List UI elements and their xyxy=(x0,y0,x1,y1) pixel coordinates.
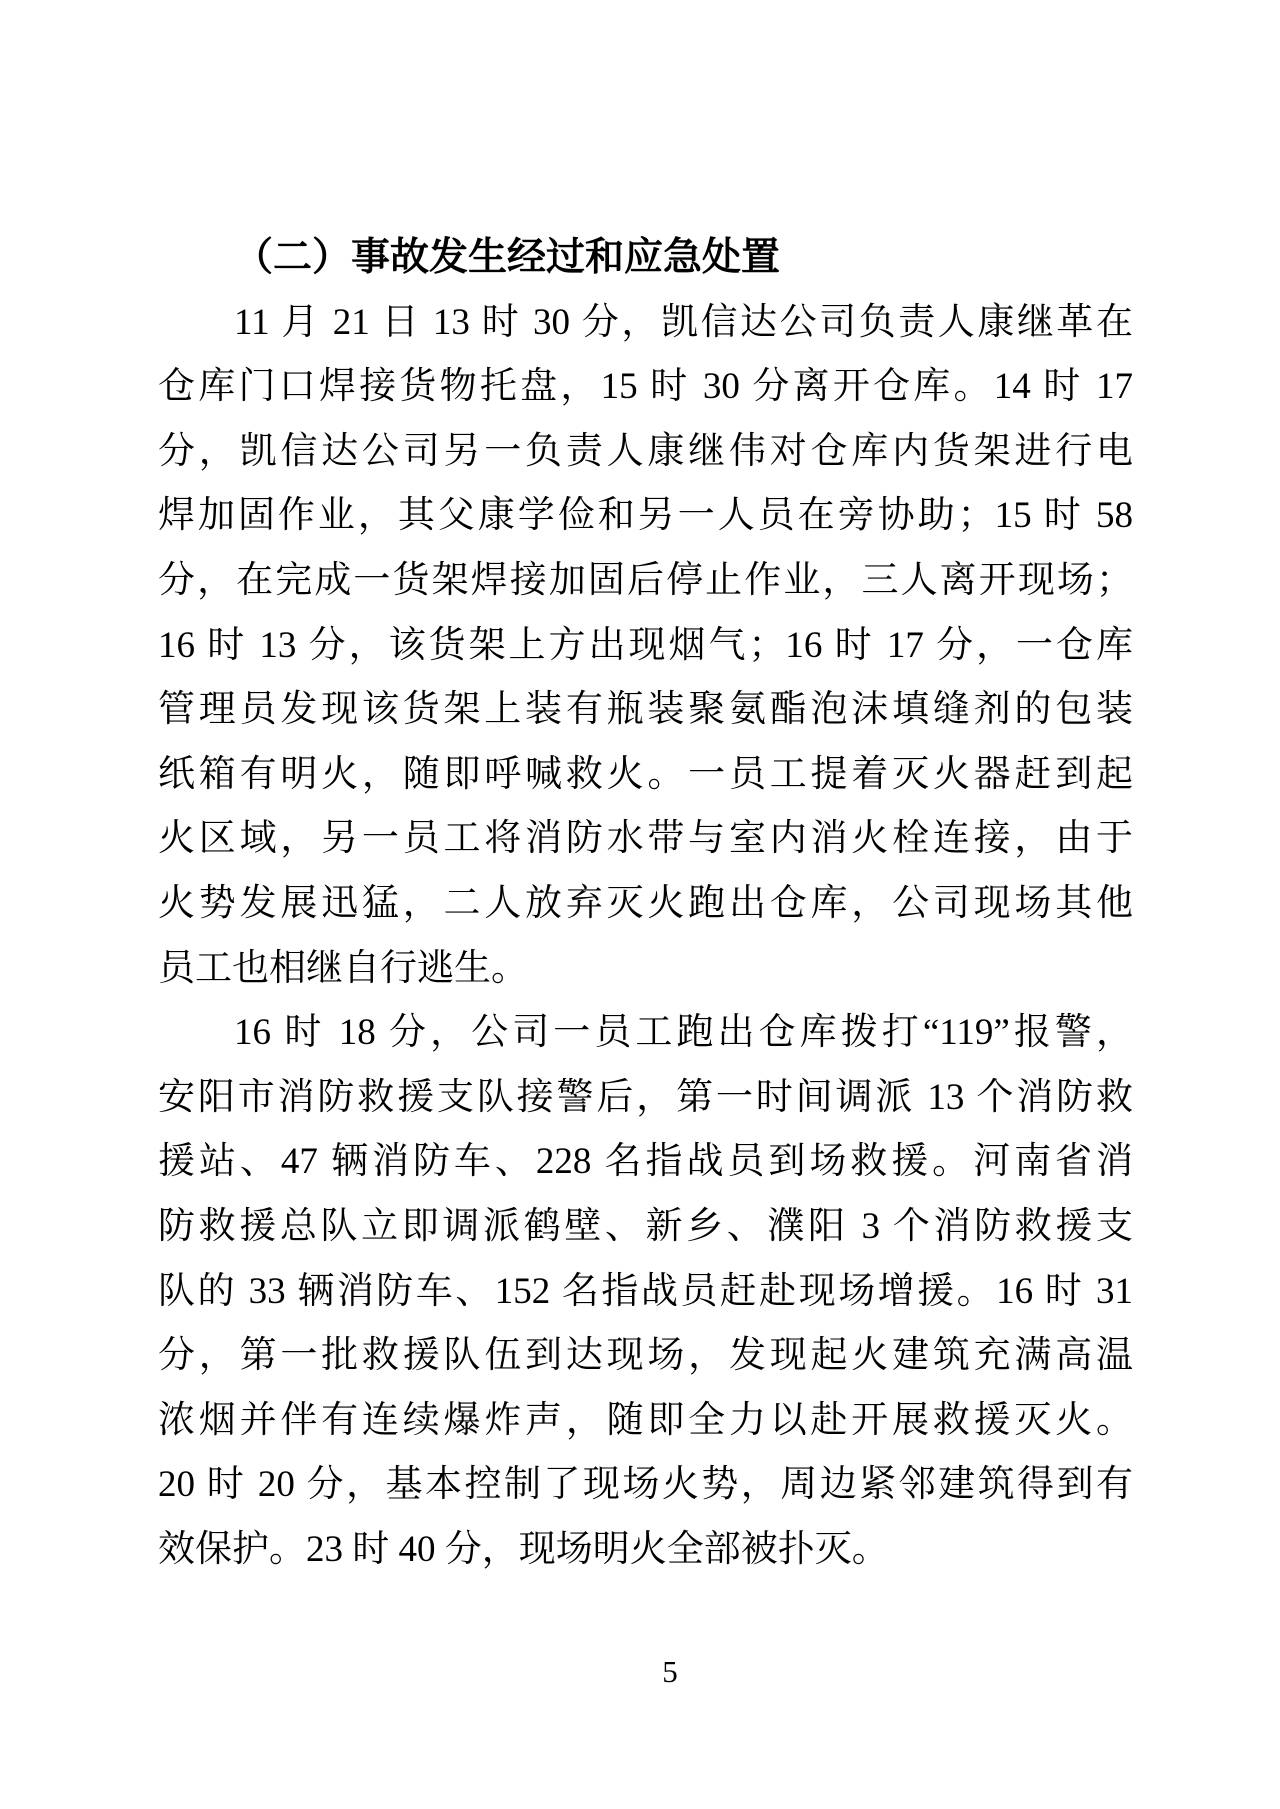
paragraph-2-line-3: 援站、47 辆消防车、228 名指战员到场救援。河南省消 xyxy=(158,1141,1133,1183)
paragraph-2-line-6: 分，第一批救援队伍到达现场，发现起火建筑充满高温 xyxy=(158,1335,1133,1377)
page-number: 5 xyxy=(662,1654,678,1689)
section-heading: （二）事故发生经过和应急处置 xyxy=(234,236,781,279)
paragraph-1-line-1: 11 月 21 日 13 时 30 分，凯信达公司负责人康继革在 xyxy=(234,301,1133,343)
paragraph-2-line-4: 防救援总队立即调派鹤壁、新乡、濮阳 3 个消防救援支 xyxy=(158,1205,1133,1247)
paragraph-1-line-5: 分，在完成一货架焊接加固后停止作业，三人离开现场； xyxy=(158,559,1133,601)
paragraph-2-line-2: 安阳市消防救援支队接警后，第一时间调派 13 个消防救 xyxy=(158,1076,1133,1118)
paragraph-1-line-3: 分，凯信达公司另一负责人康继伟对仓库内货架进行电 xyxy=(158,430,1133,472)
paragraph-2-line-1: 16 时 18 分，公司一员工跑出仓库拨打“119”报警， xyxy=(234,1012,1133,1054)
paragraph-2-line-5: 队的 33 辆消防车、152 名指战员赶赴现场增援。16 时 31 xyxy=(158,1270,1133,1312)
paragraph-1-line-8: 纸箱有明火，随即呼喊救火。一员工提着灭火器赶到起 xyxy=(158,753,1133,795)
paragraph-1-line-4: 焊加固作业，其父康学俭和另一人员在旁协助；15 时 58 xyxy=(158,495,1133,537)
paragraph-1-line-10: 火势发展迅猛，二人放弃灭火跑出仓库，公司现场其他 xyxy=(158,882,1133,924)
paragraph-1-line-11: 员工也相继自行逃生。 xyxy=(158,947,528,989)
paragraph-1-line-6: 16 时 13 分，该货架上方出现烟气；16 时 17 分，一仓库 xyxy=(158,624,1133,666)
paragraph-2-line-9: 效保护。23 时 40 分，现场明火全部被扑灭。 xyxy=(158,1528,889,1570)
paragraph-2-line-7: 浓烟并伴有连续爆炸声，随即全力以赴开展救援灭火。 xyxy=(158,1399,1133,1441)
paragraph-1-line-7: 管理员发现该货架上装有瓶装聚氨酯泡沫填缝剂的包装 xyxy=(158,689,1133,731)
paragraph-2-line-8: 20 时 20 分，基本控制了现场火势，周边紧邻建筑得到有 xyxy=(158,1464,1133,1506)
paragraph-1-line-2: 仓库门口焊接货物托盘，15 时 30 分离开仓库。14 时 17 xyxy=(158,366,1133,408)
paragraph-1-line-9: 火区域，另一员工将消防水带与室内消火栓连接，由于 xyxy=(158,818,1133,860)
document-body xyxy=(158,226,1133,1582)
